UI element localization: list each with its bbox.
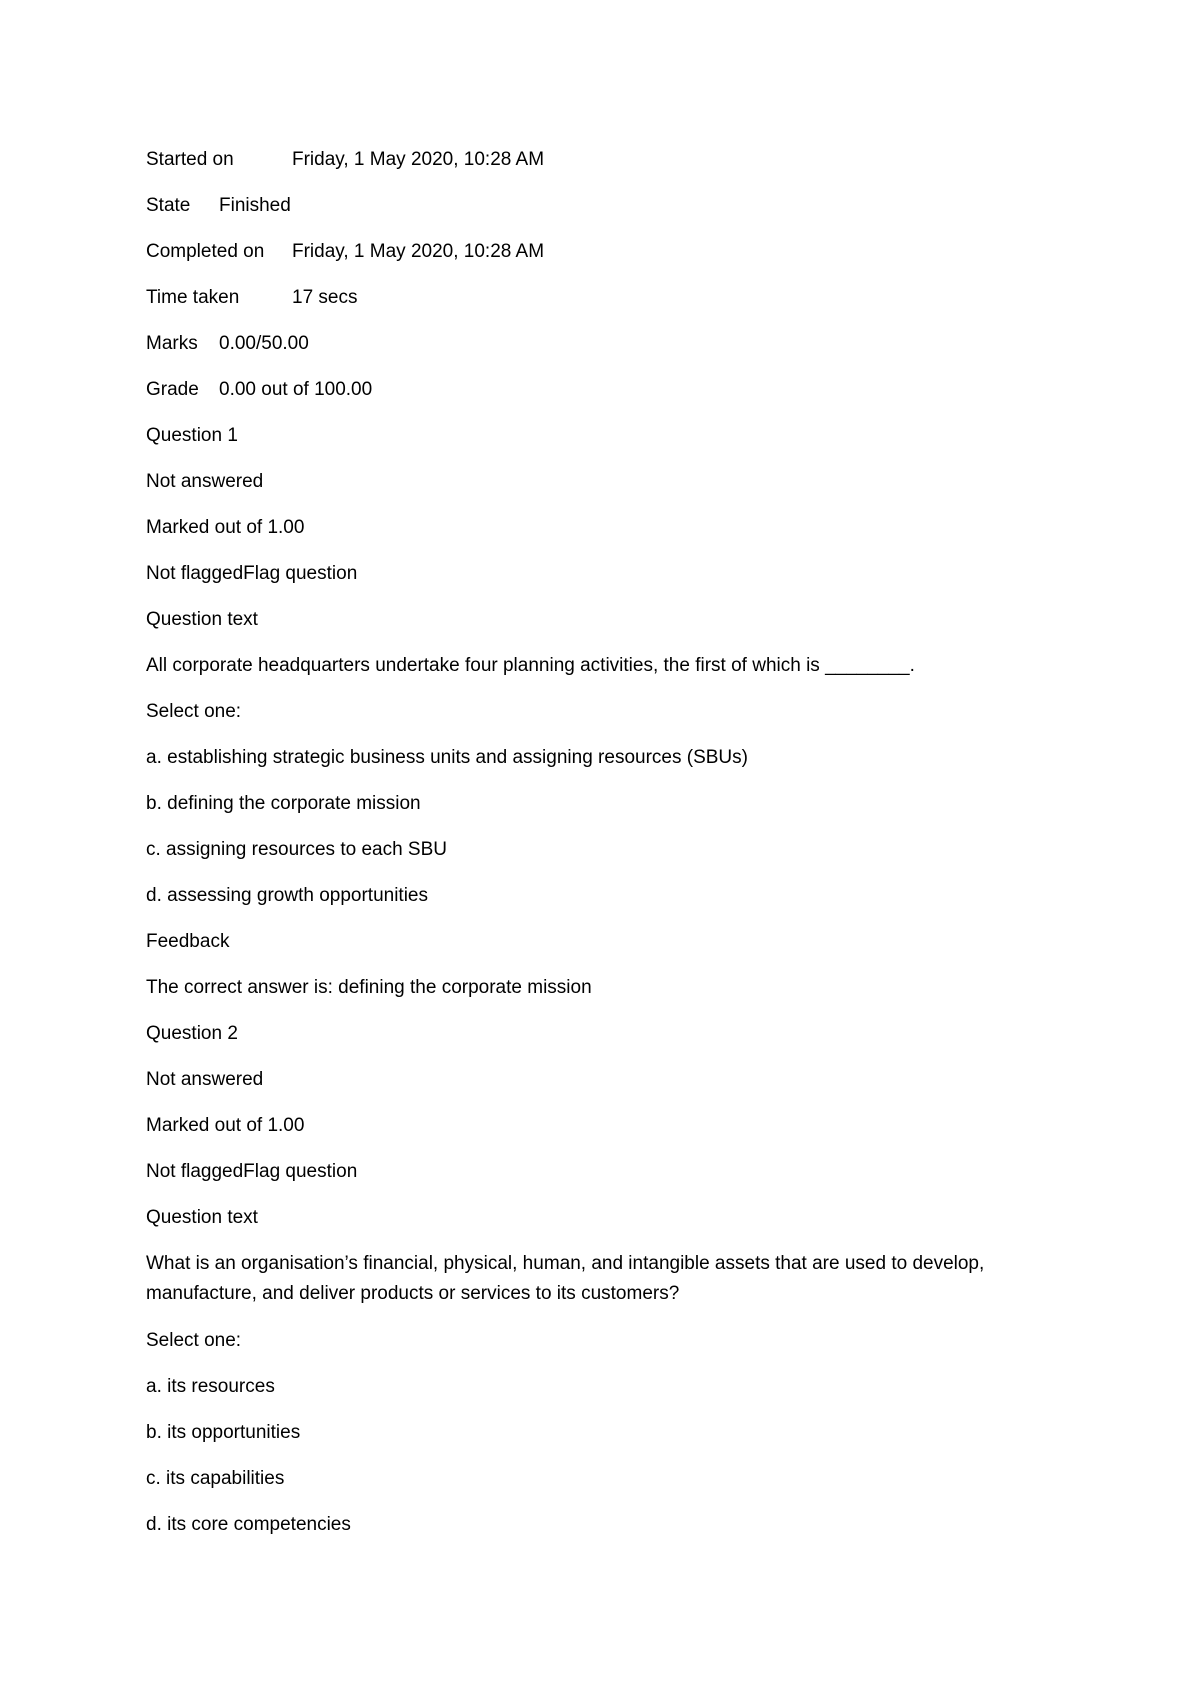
question-2-option-d[interactable]: d. its core competencies: [146, 1514, 351, 1535]
question-1-option-a[interactable]: a. establishing strategic business units and assigning resources (SBUs): [146, 747, 748, 768]
question-1-text: All corporate headquarters undertake four planning activities, the first of which is ________.: [146, 655, 915, 676]
question-1-select-label: Select one:: [146, 701, 242, 722]
time-taken-value: 17 secs: [292, 287, 358, 308]
question-1-status: Not answered: [146, 471, 264, 492]
marks-row: [146, 329, 309, 359]
question-2-flag[interactable]: Not flaggedFlag question: [146, 1161, 358, 1182]
time-taken-label: Time taken: [146, 287, 240, 308]
question-1-feedback: The correct answer is: defining the corporate mission: [146, 977, 592, 998]
question-2-marked-out-of: Marked out of 1.00: [146, 1115, 305, 1136]
question-2-title: Question 2: [146, 1023, 238, 1044]
question-1-flag[interactable]: Not flaggedFlag question: [146, 563, 358, 584]
grade-value: 0.00 out of 100.00: [219, 379, 373, 400]
question-1-title: Question 1: [146, 425, 238, 446]
started-on-row: [146, 145, 545, 175]
question-2-text: What is an organisation’s financial, physical, human, and intangible assets that are used to develop, manufacture, and deliver products or services to its customers?: [146, 1253, 985, 1304]
marks-label: Marks: [146, 333, 198, 354]
grade-row: [146, 375, 373, 405]
question-1-text-label: Question text: [146, 609, 258, 630]
question-2-status: Not answered: [146, 1069, 264, 1090]
question-2-text-label: Question text: [146, 1207, 258, 1228]
state-value: Finished: [219, 195, 291, 216]
question-1-option-b[interactable]: b. defining the corporate mission: [146, 793, 421, 814]
time-taken-row: [146, 283, 358, 313]
question-2-option-b[interactable]: b. its opportunities: [146, 1422, 301, 1443]
question-1-option-c[interactable]: c. assigning resources to each SBU: [146, 839, 447, 860]
question-1-marked-out-of: Marked out of 1.00: [146, 517, 305, 538]
started-on-label: Started on: [146, 149, 234, 170]
marks-value: 0.00/50.00: [219, 333, 309, 354]
question-1-option-d[interactable]: d. assessing growth opportunities: [146, 885, 428, 906]
started-on-value: Friday, 1 May 2020, 10:28 AM: [292, 149, 545, 170]
question-2-select-label: Select one:: [146, 1330, 242, 1351]
question-2-option-c[interactable]: c. its capabilities: [146, 1468, 285, 1489]
completed-on-row: [146, 237, 545, 267]
completed-on-value: Friday, 1 May 2020, 10:28 AM: [292, 241, 545, 262]
completed-on-label: Completed on: [146, 241, 265, 262]
grade-label: Grade: [146, 379, 199, 400]
question-1-feedback-label: Feedback: [146, 931, 230, 952]
state-row: [146, 191, 291, 221]
state-label: State: [146, 195, 191, 216]
question-2-option-a[interactable]: a. its resources: [146, 1376, 275, 1397]
